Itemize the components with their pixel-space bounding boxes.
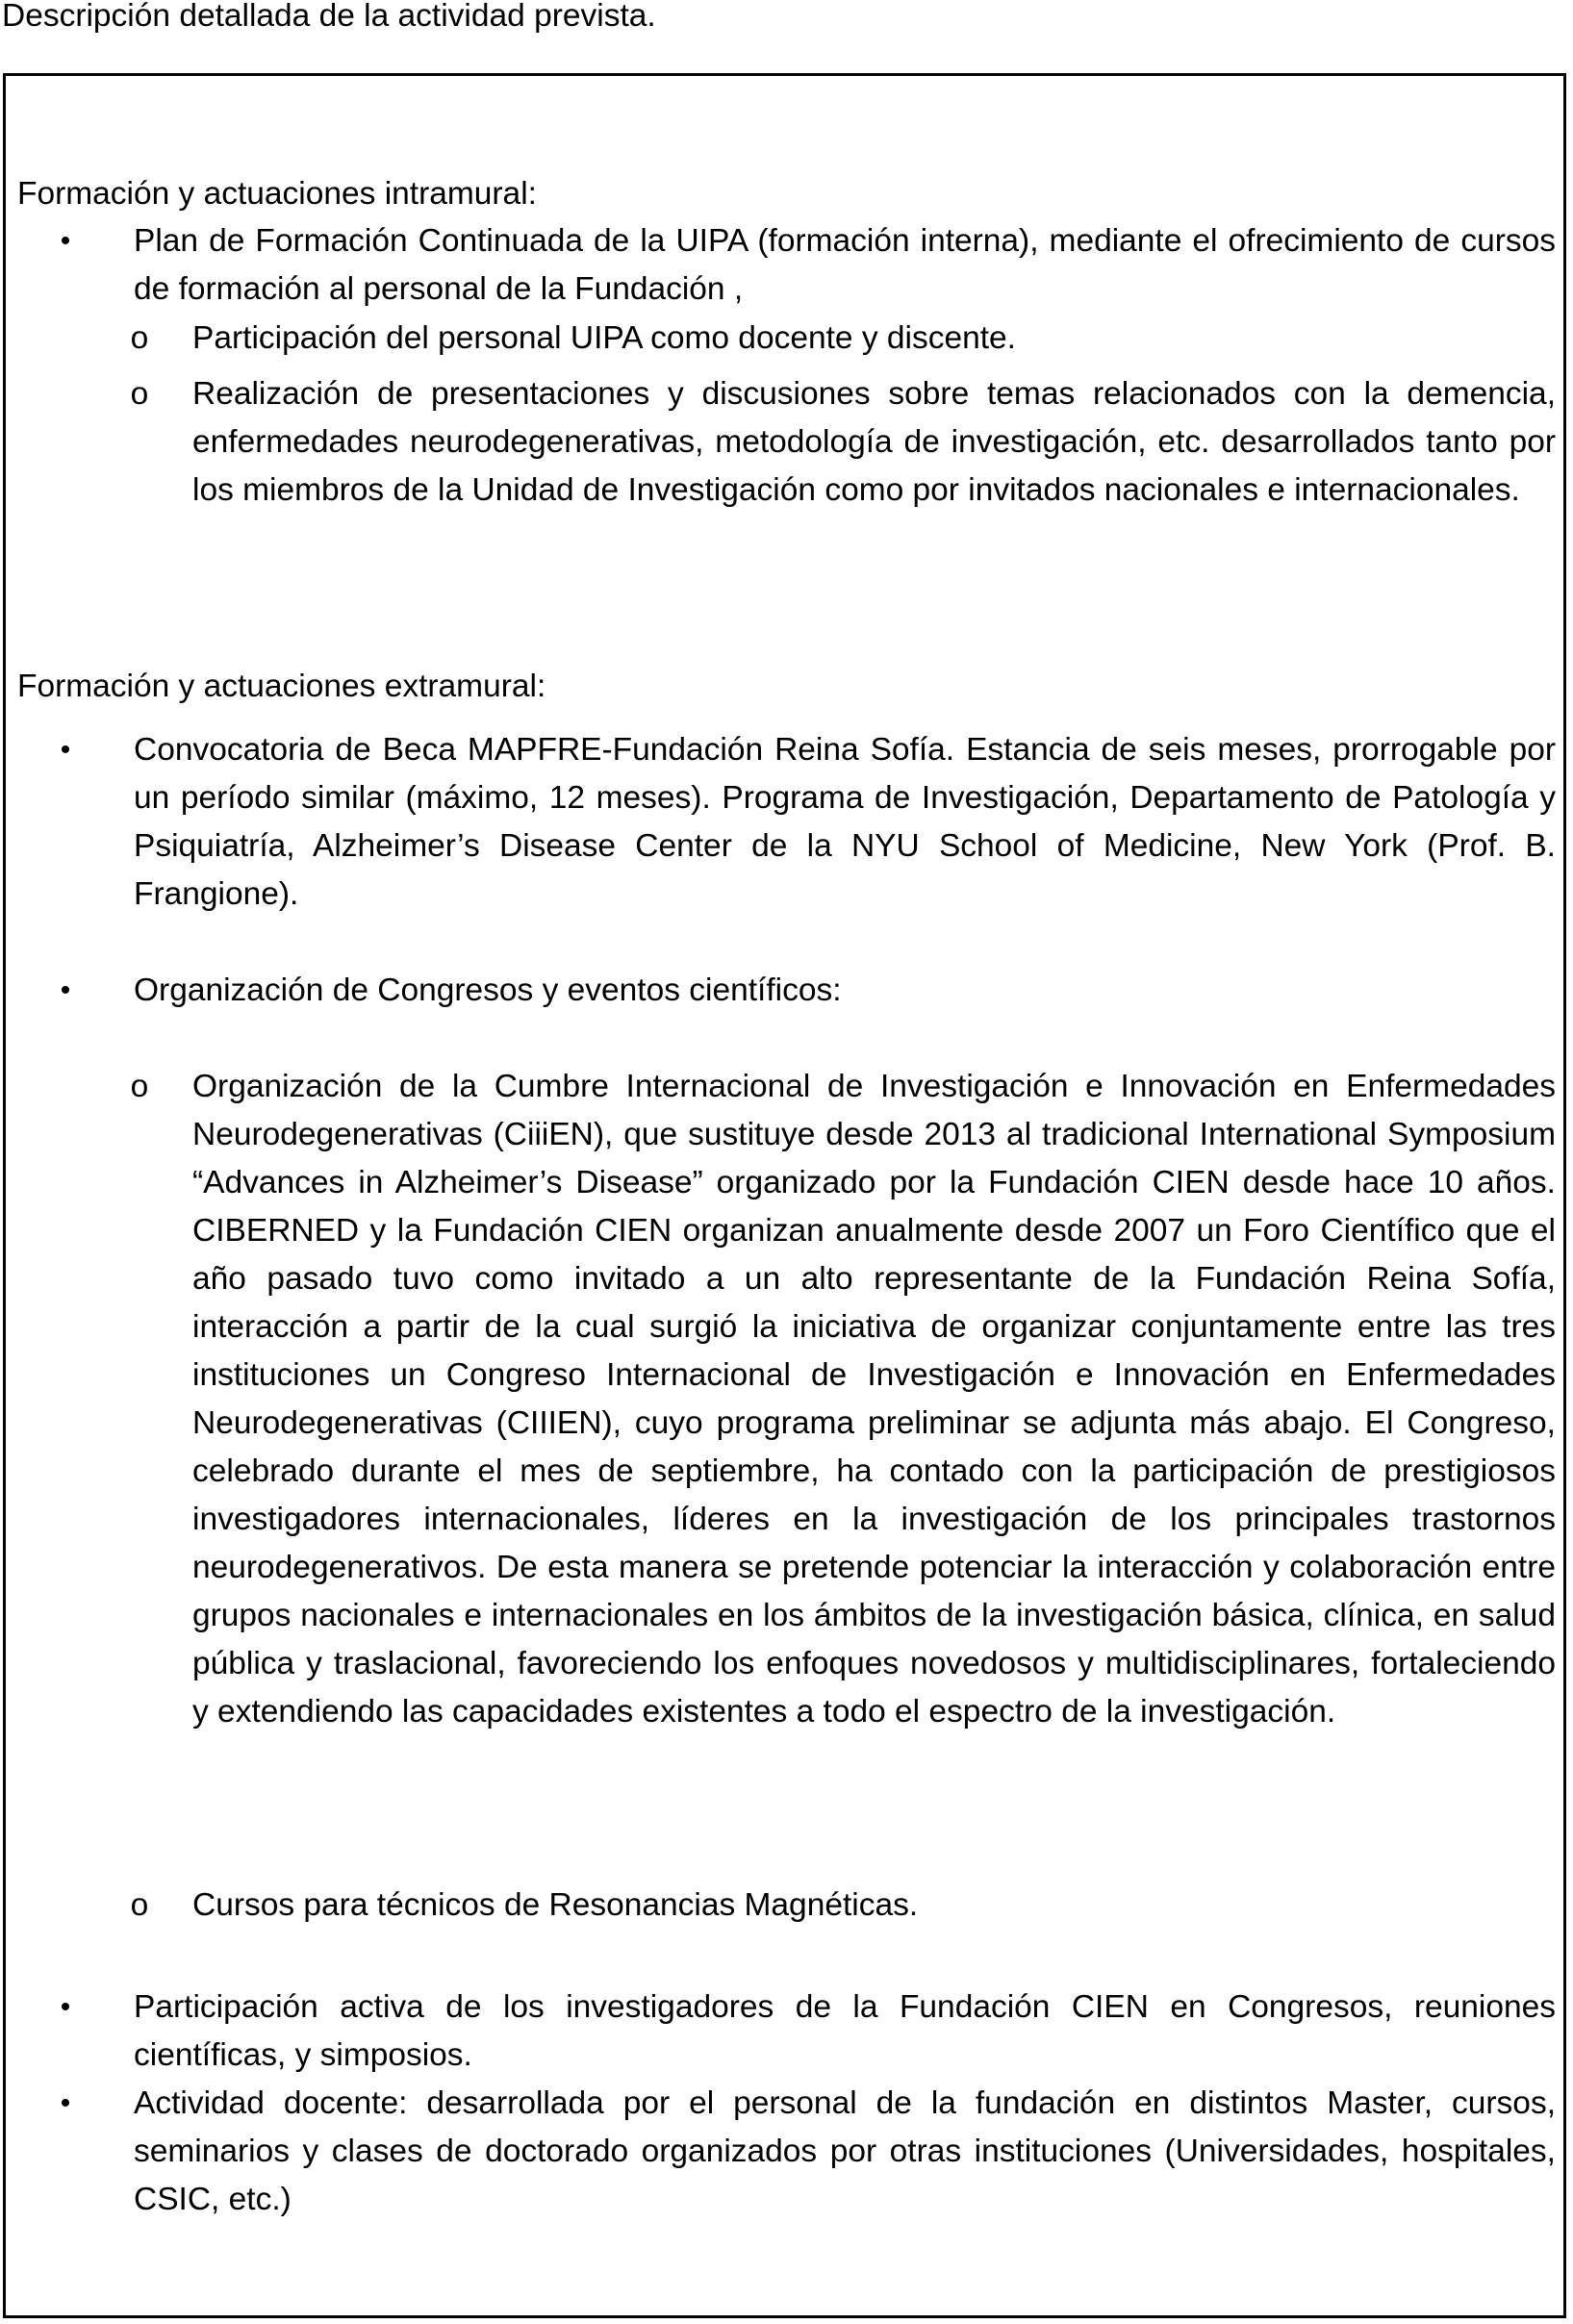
sub-item-cumbre-ciiien [130, 1063, 1556, 1736]
list-item-text: Participación activa de los investigadores de la Fundación CIEN en Congresos, reuniones científicas, y simposios. [134, 1989, 1556, 2073]
document-heading: Descripción detallada de la actividad prevista. [2, 0, 656, 34]
list-item-text: Organización de Congresos y eventos científicos: [134, 973, 842, 1008]
list-item-text: Actividad docente: desarrollada por el personal de la fundación en distintos Master, cursos, seminarios y clases de doctorado organizados por otras instituciones (Universidades, hospitales, CSIC, etc.) [134, 2085, 1556, 2217]
subbullet-marker: o [130, 320, 149, 356]
subbullet-marker: o [130, 1069, 149, 1104]
sub-item-text: Participación del personal UIPA como docente y discente. [192, 320, 1016, 356]
list-item-plan-formacion [60, 217, 1556, 314]
section-title-intramural: Formación y actuaciones intramural: [17, 176, 537, 212]
bullet-marker: • [60, 1991, 71, 2023]
list-item-text: Plan de Formación Continuada de la UIPA (formación interna), mediante el ofrecimiento de cursos de formación al personal de la Fundación , [134, 223, 1556, 307]
sub-item-cursos-resonancias [130, 1882, 1556, 1930]
list-item-actividad-docente [60, 2080, 1556, 2224]
list-item-beca-mapfre [60, 726, 1556, 919]
bullet-marker: • [60, 734, 71, 766]
subbullet-marker: o [130, 1887, 149, 1923]
list-item-organizacion-congresos [60, 967, 1556, 1015]
activity-description-box [3, 73, 1566, 2318]
sub-item-text: Organización de la Cumbre Internacional de Investigación e Innovación en Enfermedades Neurodegenerativas (CiiiEN), que sustituye desde 2013 al tradicional International Symposium “Advances in Alzheimer’s Disease” organizado por la Fundación CIEN desde hace 10 años. CIBERNED y la Fundación CIEN organizan anualmente desde 2007 un Foro Científico que el año pasado tuvo como invitado a un alto representante de la Fundación Reina Sofía, interacción a partir de la cual surgió la iniciativa de organizar conjuntamente entre las tres instituciones un Congreso Internacional de Investigación e Innovación en Enfermedades Neurodegenerativas (CIIIEN), cuyo programa preliminar se adjunta más abajo. El Congreso, celebrado durante el mes de septiembre, ha contado con la participación de prestigiosos investigadores internacionales, líderes en la investigación de los principales trastornos neurodegenerativos. De esta manera se pretende potenciar la interacción y colaboración entre grupos nacionales e internacionales en los ámbitos de la investigación básica, clínica, en salud pública y traslacional, favoreciendo los enfoques novedosos y multidisciplinares, fortaleciendo y extendiendo las capacidades existentes a todo el espectro de la investigación. [192, 1069, 1556, 1730]
list-item-text: Convocatoria de Beca MAPFRE-Fundación Reina Sofía. Estancia de seis meses, prorrogable por un período similar (máximo, 12 meses). Programa de Investigación, Departamento de Patología y Psiquiatría, Alzheimer’s Disease Center de la NYU School of Medicine, New York (Prof. B. Frangione). [134, 732, 1556, 912]
sub-item-text: Realización de presentaciones y discusiones sobre temas relacionados con la demencia, enfermedades neurodegenerativas, metodología de investigación, etc. desarrollados tanto por los miembros de la Unidad de Investigación como por invitados nacionales e internacionales. [192, 376, 1556, 508]
section-title-extramural: Formación y actuaciones extramural: [17, 669, 546, 704]
sub-item-text: Cursos para técnicos de Resonancias Magnéticas. [192, 1887, 919, 1923]
sub-item-presentaciones [130, 370, 1556, 515]
bullet-marker: • [60, 974, 71, 1006]
bullet-marker: • [60, 225, 71, 257]
box-content [6, 76, 1563, 2315]
subbullet-marker: o [130, 376, 149, 412]
list-item-participacion-activa [60, 1983, 1556, 2080]
bullet-marker: • [60, 2087, 71, 2119]
sub-item-participacion-uipa [130, 315, 1556, 363]
